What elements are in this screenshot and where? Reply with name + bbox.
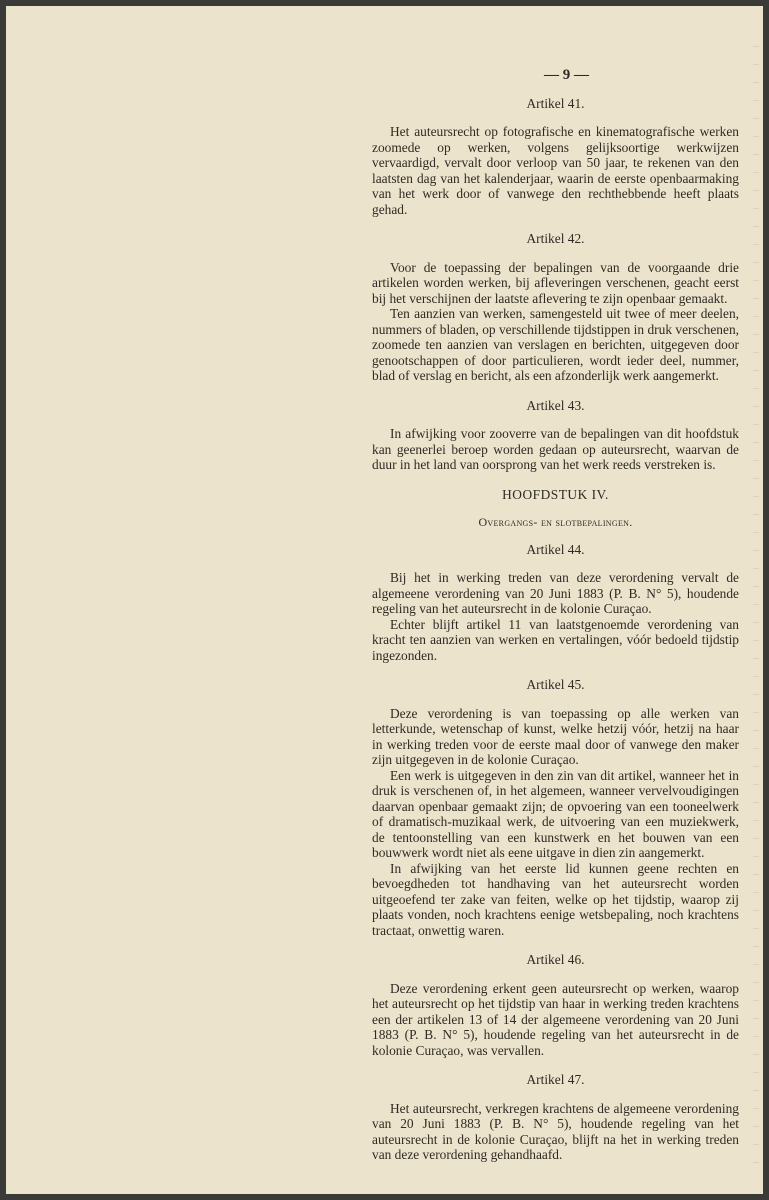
page-number: — 9 — [544, 67, 589, 83]
article-title: Artikel 42. [526, 231, 585, 246]
chapter-subtitle: Overgangs- en slotbepalingen. [478, 515, 633, 529]
paragraph: In afwijking voor zooverre van de bepalingen van dit hoofdstuk kan geenerlei beroep worden gedaan op auteursrecht, waarvan de duur in het land van oorsprong van het werk reeds verstreken is. [372, 426, 739, 472]
paragraph: Ten aanzien van werken, samengesteld uit twee of meer deelen, nummers of bladen, op verschillende tijdstippen in druk verschenen, zoomede ten aanzien van verslagen en berichten, uitgegeven door genootschappen of door particulieren, wordt ieder deel, nummer, blad of verslag en bericht, als een afzonderlijk werk aangemerkt. [372, 306, 739, 383]
paragraph: In afwijking van het eerste lid kunnen geene rechten en bevoegdheden tot handhaving van het auteursrecht worden uitgeoefend ter zake van feiten, welke op het tijdstip, waarop zij plaats vonden, noch krachtens eenige wetsbepaling, noch krachtens tractaat, onwettig waren. [372, 860, 739, 938]
paragraph: Echter blijft artikel 11 van laatstgenoemde verordening van kracht ten aanzien van werken en vertalingen, vóór bedoeld tijdstip ingezonden. [372, 616, 739, 663]
paragraph: Het auteursrecht, verkregen krachtens de algemeene verordening van 20 Juni 1883 (P. B. N° 5), houdende regeling van het auteursrecht in de kolonie Curaçao, blijft na het in werking treden van deze verordening gehandhaafd. [372, 1100, 739, 1162]
article-42 [372, 231, 739, 384]
paragraph: Deze verordening is van toepassing op alle werken van letterkunde, wetenschap of kunst, welke hetzij vóór, hetzij na haar in werking treden voor de eerste maal door of vanwege den maker zijn uitgegeven in de kolonie Curaçao. [372, 705, 739, 767]
paragraph: Een werk is uitgegeven in den zin van dit artikel, wanneer het in druk is verschenen of, in het algemeen, wanneer vervelvoudigingen daarvan openbaar gemaakt zijn; de opvoering van een tooneelwerk of dramatisch-muzikaal werk, de uitvoering van een muziekwerk, de tentoonstelling van een kunstwerk en het bouwen van een bouwwerk wordt niet als eene uitgave in dien zin aangemerkt. [372, 767, 739, 860]
paragraph: Bij het in werking treden van deze verordening vervalt de algemeene verordening van 20 Juni 1883 (P. B. N° 5), houdende regeling van het auteursrecht in de kolonie Curaçao. [372, 570, 739, 616]
article-title: Artikel 43. [526, 397, 585, 413]
article-45 [372, 677, 739, 938]
article-title: Artikel 45. [526, 677, 585, 692]
paragraph: Deze verordening erkent geen auteursrecht op werken, waarop het auteursrecht op het tijdstip van haar in werking treden krachtens een der artikelen 13 of 14 der algemeene verordening van 20 Juni 1883 (P. B. N° 5), houdende regeling van het auteursrecht in de kolonie Curaçao, was vervallen. [372, 980, 739, 1058]
article-43 [372, 398, 739, 473]
paragraph: Voor de toepassing der bepalingen van de voorgaande drie artikelen worden werken, bij afleveringen verschenen, geacht eerst bij het verschijnen der laatste aflevering te zijn openbaar gemaakt. [372, 259, 739, 306]
article-44 [372, 542, 739, 664]
article-title: Artikel 44. [526, 541, 585, 557]
article-47 [372, 1072, 739, 1163]
article-title: Artikel 47. [526, 1072, 585, 1087]
paragraph: Het auteursrecht op fotografische en kinematografische werken zoomede op werken, volgens gelijksoortige werkwijzen vervaardigd, vervalt door verloop van 50 jaar, te rekenen van den laatsten dag van het kalenderjaar, waarin de eerste openbaarmaking van het werk door of vanwege den rechthebbende heeft plaats gehad. [372, 124, 739, 217]
article-title: Artikel 41. [526, 95, 585, 111]
document-page [6, 6, 763, 1194]
article-title: Artikel 46. [526, 952, 585, 967]
chapter-title: HOOFDSTUK IV. [502, 486, 609, 502]
article-46 [372, 952, 739, 1058]
article-41 [372, 96, 739, 218]
text-column [372, 68, 739, 1177]
page-edge [753, 46, 759, 1166]
